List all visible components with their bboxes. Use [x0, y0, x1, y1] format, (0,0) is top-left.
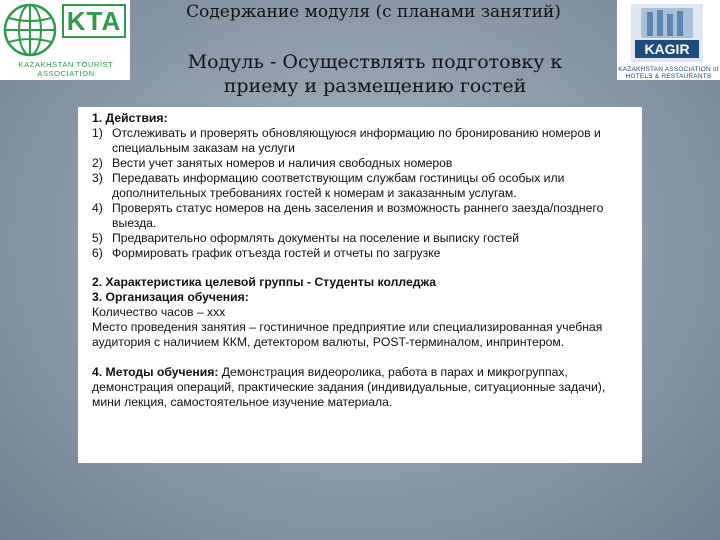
organization-heading: 3. Организация обучения:: [92, 290, 249, 304]
action-text: Предварительно оформлять документы на поселение и выписку гостей: [112, 231, 520, 245]
methods-text: Демонстрация видеоролика, работа в парах и микрогруппах, демонстрация операций, практические задания (индивидуальные, ситуационные задачи), мини лекция, самостоятельное изучение материала.: [92, 365, 606, 409]
page-subtitle: Содержание модуля (с планами занятий): [186, 2, 561, 22]
page-title: Модуль - Осуществлять подготовку к приему и размещению гостей: [187, 51, 563, 97]
methods-paragraph: [92, 365, 634, 410]
globe-icon: [2, 2, 58, 58]
action-number: 1): [92, 126, 103, 140]
action-text: Отслеживать и проверять обновляющуюся информацию по бронированию номеров и специальным заказам на услуги: [112, 126, 601, 155]
action-number: 4): [92, 201, 103, 215]
kagir-emblem-icon: [627, 2, 707, 66]
action-item: [92, 171, 634, 201]
kagir-abbr: KAGIR: [644, 41, 690, 57]
methods-heading: 4. Методы обучения:: [92, 365, 219, 379]
action-text: Формировать график отъезда гостей и отчеты по загрузке: [112, 246, 441, 260]
action-text: Проверять статус номеров на день заселения и возможность раннего заезда/позднего выезда.: [112, 201, 604, 230]
action-number: 5): [92, 231, 103, 245]
kta-subtitle: KAZAKHSTAN TOURIST ASSOCIATION: [18, 60, 114, 78]
action-item: [92, 201, 634, 231]
action-item: [92, 156, 634, 171]
action-text: Передавать информацию соответствующим службам гостиницы об особых или дополнительных требованиях гостей к номерам и заказанным услугам.: [112, 171, 565, 200]
target-group: 2. Характеристика целевой группы - Студенты колледжа: [92, 275, 437, 289]
kagir-logo: [617, 0, 720, 80]
action-item: [92, 246, 634, 261]
actions-heading: 1. Действия:: [92, 111, 168, 125]
actions-list: [92, 126, 634, 261]
kagir-subtitle: KAZAKHSTAN ASSOCIATION of HOTELS & RESTAURANTS: [618, 66, 719, 80]
hours-text: Количество часов – ххх: [92, 305, 226, 319]
venue-text: Место проведения занятия – гостиничное предприятие или специализированная учебная аудитория с наличием ККМ, детектором валюты, POST-терминалом, инпринтером.: [92, 320, 603, 349]
action-number: 3): [92, 171, 103, 185]
kta-logo: [0, 0, 130, 80]
action-item: [92, 126, 634, 156]
content-card: [78, 107, 642, 463]
action-item: [92, 231, 634, 246]
action-text: Вести учет занятых номеров и наличия свободных номеров: [112, 156, 453, 170]
kta-abbr: KTA: [62, 4, 126, 38]
action-number: 6): [92, 246, 103, 260]
action-number: 2): [92, 156, 103, 170]
